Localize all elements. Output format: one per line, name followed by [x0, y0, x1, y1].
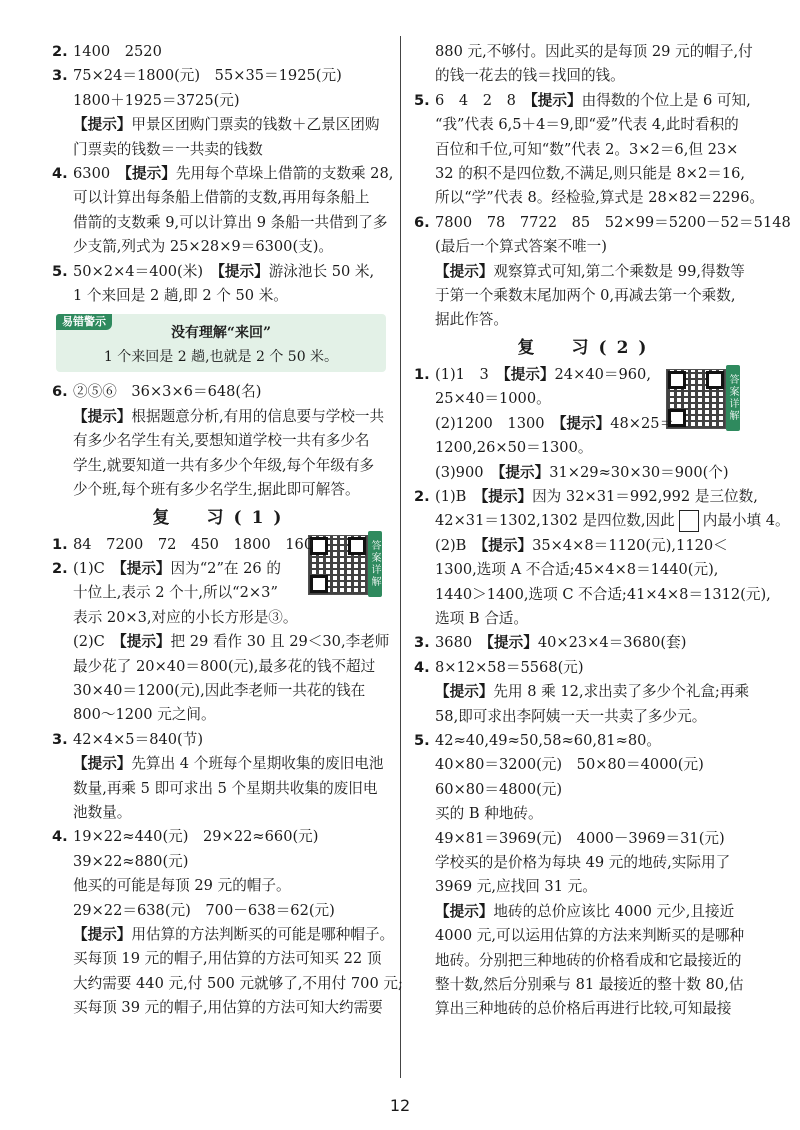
mistake-title: 没有理解“来回” — [170, 325, 272, 342]
answer-6: 6. ②⑤⑥ 36×3×6＝648(名) — [52, 383, 262, 401]
answer-5: 5. 50×2×4＝400(米) 【提示】游泳池长 50 米, — [52, 262, 375, 280]
answer-5: 5. 6 4 2 8 【提示】由得数的个位上是 6 可知, — [414, 91, 751, 109]
answer-3: 3. 75×24＝1800(元) 55×35＝1925(元) — [52, 67, 342, 85]
left-column: 2. 1400 2520 3. 75×24＝1800(元) 55×35＝1925(元) 1800＋1925＝3725(元) 【提示】甲景区团购门票卖的钱数＋乙景区团购 门票卖的钱数＝一共卖的钱数 4. 6300 【提示】先用每个草垛上借箭的支数乘 28, 可以计算出每条船上借箭的支数,再用每条船上 借箭的支数乘 9,可以计算出 9 条船一共借到了多 少支箭,列式为 25×28×9＝6300(支)。 5. 50×2×4＝400(米) 【提示】游泳池长 50 米, 1 个来回是 2 趟,即 2 个 50 米。 易错警示 没有理解“来回” 1 个来回是 2 趟,也就是 2 个 50 米。 6. ②⑤⑥ 36×3×6＝648(名) 【提示】根据题意分析,有用的信息要与学校一共 有多少名学生有关,要想知道学校一共有多少名 学生,就要知道一共有多少个年级,每个年级有多 少个班,每个班有多少名学生,据此即可解答。 复 习(1) 答案详解 1. 84 7200 72 450 1800 160 2. (1)C 【提示】因为“2”在 26 的 十位上,表示 2 个十,所以“2×3” 表示 20×3,对应的小长方形是③。 (2)C 【提示】把 29 看作 30 且 29＜30,李老师 最少花了 20×40＝800(元),最多花的钱不超过 30×40＝1200(元),因此李老师一共花的钱在 800～1200 元之间。 3. 42×4×5＝840(节) 【提示】先算出 4 个班每个星期收集的废旧电池 数量,再乘 5 即可求出 5 个星期共收集的废旧电 池数量。 4. 19×22≈440(元) 29×22≈660(元) 39×22≈880(元) 他买的可能是每顶 29 元的帽子。 29×22＝638(元) 700－638＝62(元) 【提示】用估算的方法判断买的可能是哪种帽子。 买每顶 19 元的帽子,用估算的方法可知买 22 顶 大约需要 440 元,付 500 元就够了,不用付 700 元; 买每顶 39 元的帽子,用估算的方法可知大约需要 — [52, 40, 392, 1021]
mistake-warning-box — [56, 314, 386, 372]
right-column: 880 元,不够付。因此买的是每顶 29 元的帽子,付 的钱一花去的钱＝找回的钱。 5. 6 4 2 8 【提示】由得数的个位上是 6 可知, “我”代表 6,5＋4＝9,即“爱”代表 4,此时看积的 百位和千位,可知“数”代表 2。3×2＝6,但 23× 32 的积不是四位数,不满足,则只能是 8×2＝16, 所以“学”代表 8。经检验,算式是 28×82＝2296。 6. 7800 78 7722 85 52×99＝5200－52＝5148 (最后一个算式答案不唯一) 【提示】观察算式可知,第二个乘数是 99,得数等 于第一个乘数末尾加两个 0,再减去第一个乘数, 据此作答。 复 习(2) 答案详解 1. (1)1 3 【提示】24×40＝960, 25×40＝1000。 (2)1200 1300 【提示】48×25＝ 1200,26×50＝1300。 (3)900 【提示】31×29≈30×30＝900(个) 2. (1)B 【提示】因为 32×31＝992,992 是三位数, 42×31＝1302,1302 是四位数,因此 内最小填 4。 (2)B 【提示】35×4×8＝1120(元),1120＜ 1300,选项 A 不合适;45×4×8＝1440(元), 1440＞1400,选项 C 不合适;41×4×8＝1312(元), 选项 B 合适。 3. 3680 【提示】40×23×4＝3680(套) 4. 8×12×58＝5568(元) 【提示】先用 8 乘 12,求出卖了多少个礼盒;再乘 58,即可求出李阿姨一天一共卖了多少元。 5. 42≈40,49≈50,58≈60,81≈80。 40×80＝3200(元) 50×80＝4000(元) 60×80＝4800(元) 买的 B 种地砖。 49×81＝3969(元) 4000－3969＝31(元) 学校买的是价格为每块 49 元的地砖,实际用了 3969 元,应找回 31 元。 【提示】地砖的总价应该比 4000 元少,且接近 4000 元,可以运用估算的方法来判断买的是哪种 地砖。分别把三种地砖的价格看成和它最接近的 整十数,然后分别乘与 81 最接近的整十数 80,估 算出三种地砖的总价格后再进行比较,可知最接 — [414, 40, 760, 1022]
page-number: 12 — [389, 1096, 411, 1115]
review2-answer-4: 4. 8×12×58＝5568(元) — [414, 658, 584, 676]
answer-6: 6. 7800 78 7722 85 52×99＝5200－52＝5148 — [414, 213, 791, 231]
column-divider — [400, 36, 401, 1078]
continued-text: 880 元,不够付。因此买的是每顶 29 元的帽子,付 — [435, 43, 753, 60]
blank-box — [679, 510, 699, 532]
hint: 【提示】地砖的总价应该比 4000 元少,且接近 — [435, 902, 735, 920]
answer-2: 2. 1400 2520 — [52, 43, 162, 60]
qr-label: 答案详解 — [368, 531, 382, 597]
hint: 【提示】甲景区团购门票卖的钱数＋乙景区团购 — [73, 116, 380, 134]
mistake-text: 1 个来回是 2 趟,也就是 2 个 50 米。 — [103, 349, 339, 366]
review1-answer-4: 4. 19×22≈440(元) 29×22≈660(元) — [52, 828, 319, 846]
review-1-title: 复 习(1) — [152, 507, 292, 528]
review2-answer-5: 5. 42≈40,49≈50,58≈60,81≈80。 — [414, 731, 661, 749]
hint: 【提示】先用 8 乘 12,求出卖了多少个礼盒;再乘 — [435, 683, 750, 701]
review1-answer-1: 1. 84 7200 72 450 1800 160 — [52, 535, 314, 553]
review2-answer-2: 2. (1)B 【提示】因为 32×31＝992,992 是三位数, — [414, 487, 758, 505]
hint: 【提示】先算出 4 个班每个星期收集的废旧电池 — [73, 755, 384, 773]
qr-label: 答案详解 — [726, 365, 740, 431]
review2-answer-3: 3. 3680 【提示】40×23×4＝3680(套) — [414, 634, 687, 652]
review2-answer-1: 1. (1)1 3 【提示】24×40＝960, — [414, 365, 651, 383]
review1-answer-2: 2. (1)C 【提示】因为“2”在 26 的 — [52, 559, 281, 577]
hint: 【提示】观察算式可知,第二个乘数是 99,得数等 — [435, 262, 745, 280]
answer-4: 4. 6300 【提示】先用每个草垛上借箭的支数乘 28, — [52, 165, 394, 183]
hint: 【提示】根据题意分析,有用的信息要与学校一共 — [73, 407, 385, 425]
review1-answer-3: 3. 42×4×5＝840(节) — [52, 730, 204, 748]
mistake-warning-tag: 易错警示 — [56, 314, 112, 330]
hint: 【提示】用估算的方法判断买的可能是哪种帽子。 — [73, 926, 395, 943]
review-2-title: 复 习(2) — [517, 337, 657, 358]
